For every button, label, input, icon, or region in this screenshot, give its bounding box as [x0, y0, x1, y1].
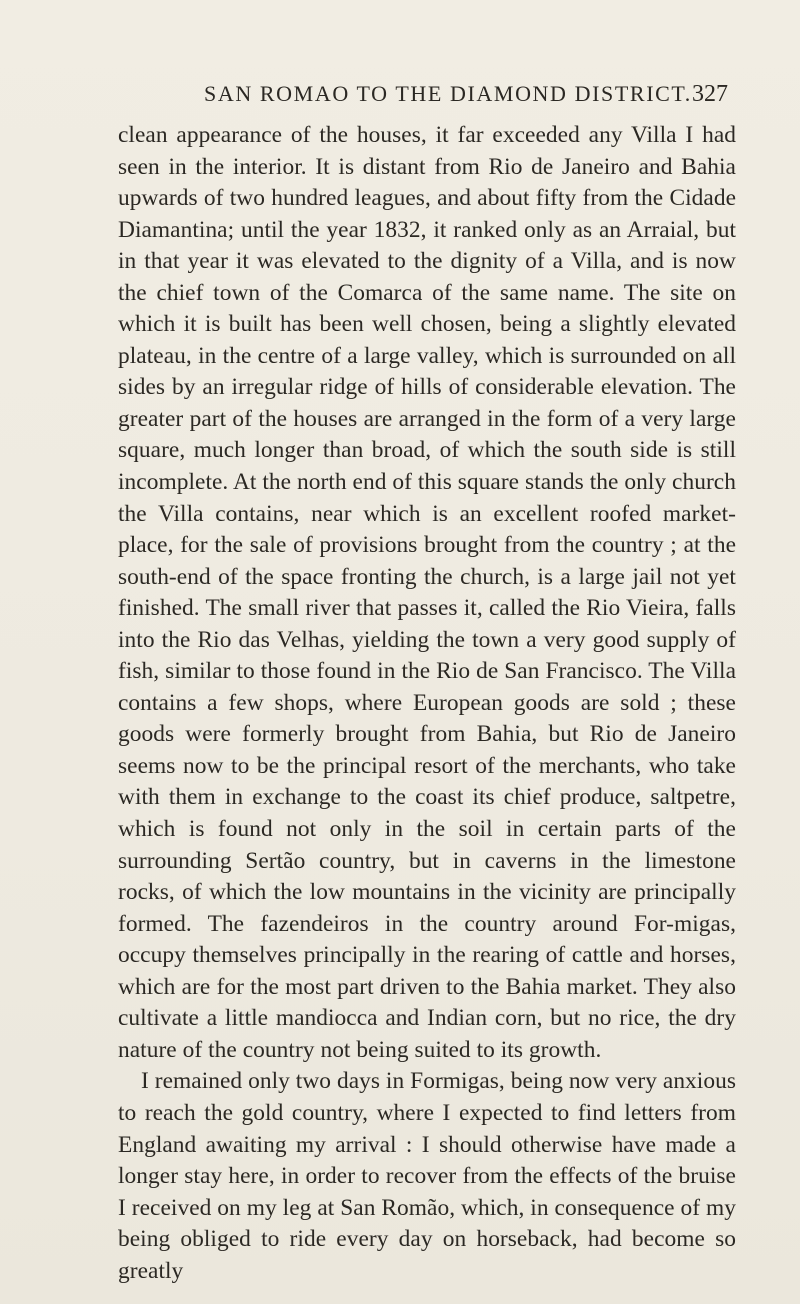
paragraph-2: I remained only two days in Formigas, being now very anxious to reach the gold country, where I expected to find letters from England awaiting my arrival : I should otherwise have made a longer stay here, in order to recover from the effects of the bruise I received on my leg at San Romão, which, in consequence of my being obliged to ride every day on horseback, had become so greatly — [118, 1068, 736, 1284]
running-title: SAN ROMAO TO THE DIAMOND DISTRICT. — [204, 81, 692, 106]
paragraph-1: clean appearance of the houses, it far exceeded any Villa I had seen in the interior. It is distant from Rio de Janeiro and Bahia upwards of two hundred leagues, and about fifty from the Cidade Diamantina; until the year 1832, it ranked only as an Arraial, but in that year it was elevated to the dignity of a Villa, and is now the chief town of the Comarca of the same name. The site on which it is built has been well chosen, being a slightly elevated plateau, in the centre of a large valley, which is surrounded on all sides by an irregular ridge of hills of considerable elevation. The greater part of the houses are arranged in the form of a very large square, much longer than broad, of which the south side is still incomplete. At the north end of this square stands the only church the Villa contains, near which is an excellent roofed market-place, for the sale of provisions brought from the country ; at the south-end of the space fronting the church, is a large jail not yet finished. The small river that passes it, called the Rio Vieira, falls into the Rio das Velhas, yielding the town a very good supply of fish, similar to those found in the Rio de San Francisco. The Villa contains a few shops, where European goods are sold ; these goods were formerly brought from Bahia, but Rio de Janeiro seems now to be the principal resort of the merchants, who take with them in exchange to the coast its chief produce, saltpetre, which is found not only in the soil in certain parts of the surrounding Sertão country, but in caverns in the limestone rocks, of which the low mountains in the vicinity are principally formed. The fazendeiros in the country around For-migas, occupy themselves principally in the rearing of cattle and horses, which are for the most part driven to the Bahia market. They also cultivate a little mandiocca and Indian corn, but no rice, the dry nature of the country not being suited to its growth. — [118, 122, 736, 1063]
running-head — [118, 76, 728, 112]
page-number: 327 — [692, 81, 728, 107]
body-text — [118, 120, 736, 1287]
